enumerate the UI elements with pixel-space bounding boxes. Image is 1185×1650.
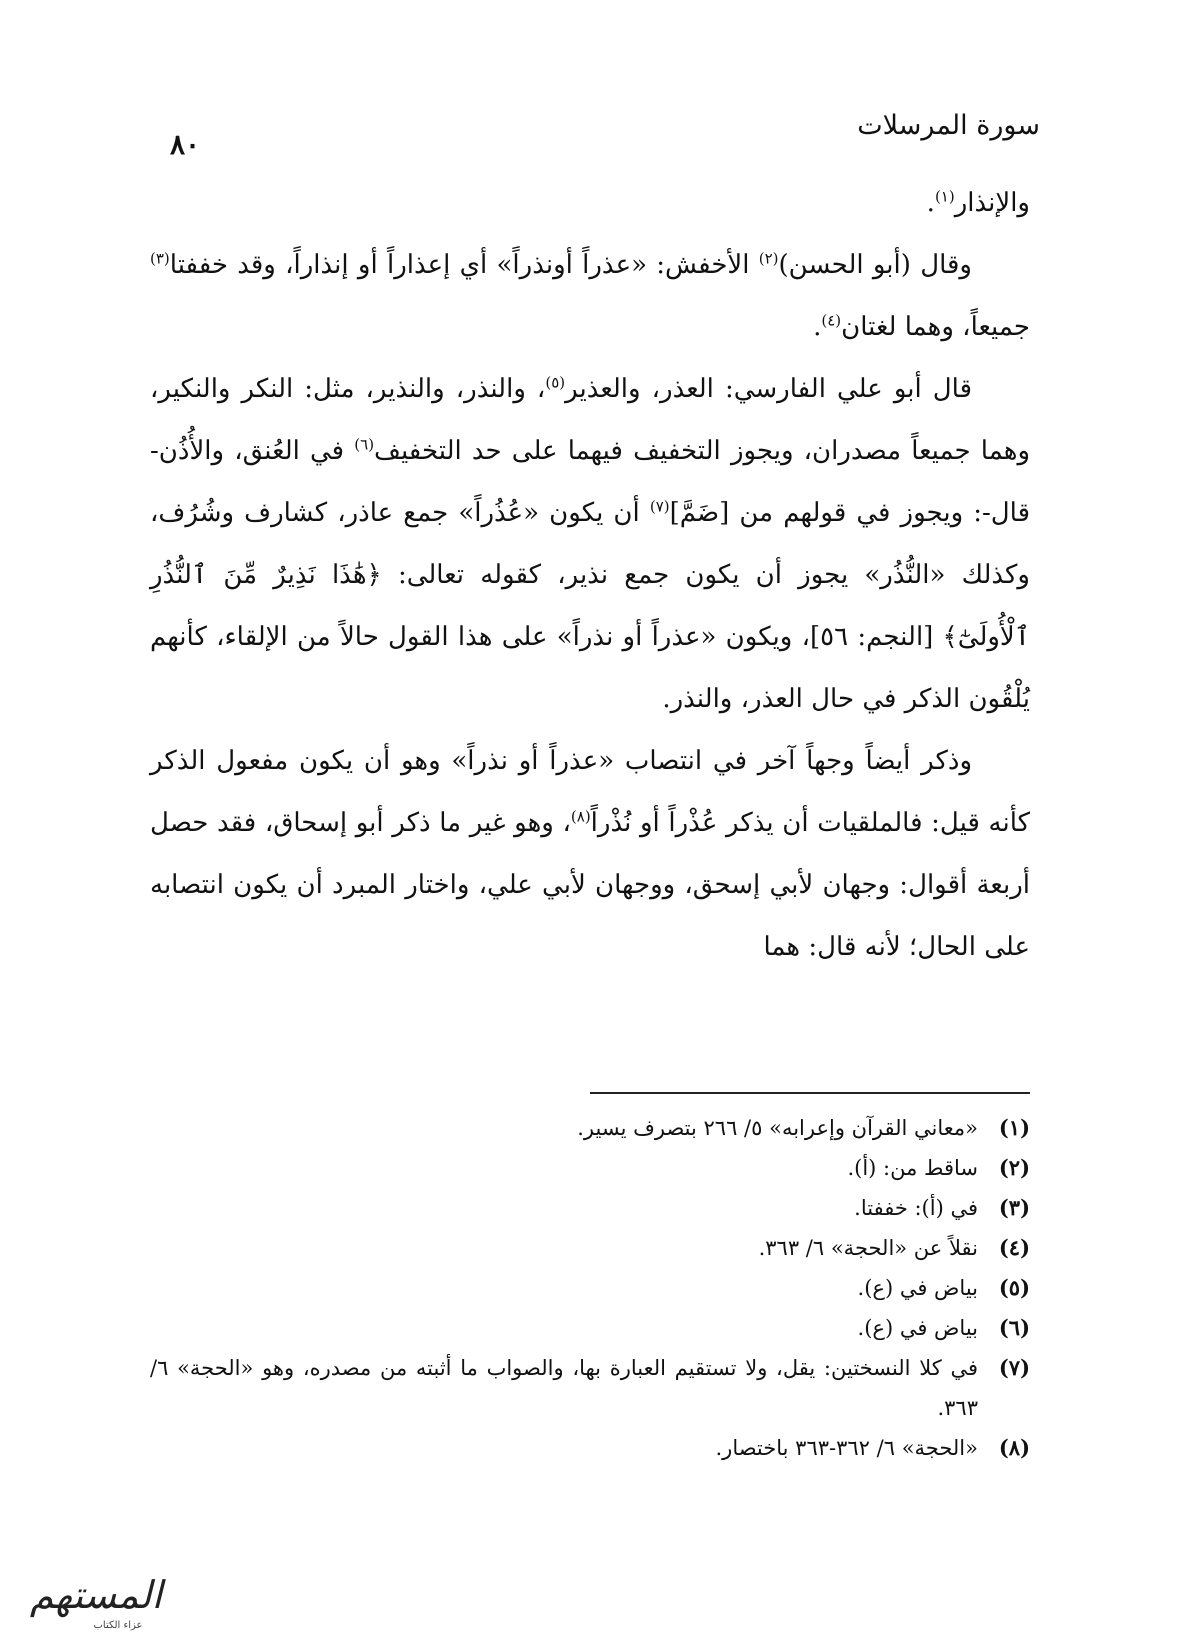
- footnote-item: [150, 1228, 1030, 1268]
- footnote-ref[interactable]: (٣): [150, 249, 170, 268]
- footnote-item: [150, 1348, 1030, 1428]
- footnote-number: (١): [998, 1115, 1030, 1140]
- paragraph: [150, 234, 1030, 358]
- footnote-item: [150, 1308, 1030, 1348]
- footnote-ref[interactable]: (٤): [821, 311, 842, 330]
- text-run: ، وهو غير ما ذكر أبو إسحاق، فقد حصل أربعة أقوال: وجهان لأبي إسحق، ووجهان لأبي علي، واختار المبرد أن يكون انتصابه على الحال؛ لأنه قال: هما: [150, 808, 1030, 962]
- footnote-item: [150, 1148, 1030, 1188]
- footnote-text: في كلا النسختين: يقل، ولا تستقيم العبارة بها، والصواب ما أثبته من مصدره، وهو «الحجة» ٦/ ٣٦٣.: [150, 1356, 978, 1420]
- footnote-ref[interactable]: (٦): [354, 435, 375, 454]
- footnote-item: [150, 1268, 1030, 1308]
- footnote-text: بياض في (ع).: [857, 1316, 978, 1340]
- text-run: جميعاً، وهما لغتان: [841, 312, 1030, 342]
- paragraph: [150, 358, 1030, 730]
- footnote-number: (٤): [998, 1235, 1030, 1260]
- paragraph: [150, 730, 1030, 978]
- surah-title: سورة المرسلات: [857, 110, 1040, 141]
- footnote-number: (٨): [998, 1435, 1030, 1460]
- svg-text:المستهم: المستهم: [29, 1573, 163, 1617]
- footnote-text: ساقط من: (أ).: [847, 1156, 978, 1180]
- footnote-item: [150, 1188, 1030, 1228]
- footnote-text: بياض في (ع).: [857, 1276, 978, 1300]
- paragraph: [150, 172, 1030, 234]
- text-run: وقال (أبو الحسن): [778, 250, 972, 280]
- footnote-number: (٥): [998, 1275, 1030, 1300]
- footnotes: [150, 1108, 1030, 1468]
- text-run: الأخفش: «عذراً أونذراً» أي إعذاراً أو إنذاراً، وقد خففتا: [169, 250, 759, 280]
- page-number: ٨٠: [170, 128, 201, 161]
- footnote-text: «معاني القرآن وإعرابه» ٥/ ٢٦٦ بتصرف يسير.: [577, 1116, 978, 1140]
- footnote-text: نقلاً عن «الحجة» ٦/ ٣٦٣.: [758, 1236, 978, 1260]
- footnote-number: (٣): [998, 1195, 1030, 1220]
- footnote-ref[interactable]: (١): [934, 187, 955, 206]
- text-run: قال أبو علي الفارسي: العذر، والعذير: [565, 374, 972, 404]
- footnote-ref[interactable]: (٢): [758, 249, 779, 268]
- text-run: وذكر أيضاً وجهاً آخر في انتصاب «عذراً أو نذراً» وهو أن يكون مفعول الذكر كأنه قيل: فالملقيات أن يذكر عُذْراً أو نُذْراً: [150, 746, 1030, 838]
- footnote-ref[interactable]: (٥): [545, 373, 566, 392]
- footnote-number: (٢): [998, 1155, 1030, 1180]
- svg-text:عزاء الكتاب: عزاء الكتاب: [93, 1620, 143, 1631]
- text-run: أن يكون «عُذُراً» جمع عاذر، كشارف وشُرُف، وكذلك «النُّذُر» يجوز أن يكون جمع نذير، كقوله تعالى: ﴿هَٰذَا نَذِيرٌ مِّنَ ٱلنُّذُرِ ٱلْأُولَىٰٓ﴾ [النجم: ٥٦]، ويكون «عذراً أو نذراً» على هذا القول حالاً من الإلقاء، كأنهم يُلْقُون الذكر في حال العذر، والنذر.: [150, 498, 1030, 714]
- text-run: .: [926, 188, 935, 218]
- main-text: [150, 172, 1030, 978]
- text-run: والإنذار: [954, 188, 1030, 218]
- footnote-text: «الحجة» ٦/ ٣٦٢-٣٦٣ باختصار.: [715, 1436, 978, 1460]
- text-run: .: [813, 312, 822, 342]
- text-run: ، والنذر، والنذير، مثل: النكر والنكير، وهما جميعاً مصدران، ويجوز التخفيف فيهما على حد التخفيف: [150, 374, 1031, 466]
- footnote-item: [150, 1108, 1030, 1148]
- text-run: في العُنق، والأُذُن- قال-: ويجوز في قولهم من [ضَمَّ]: [150, 436, 1031, 528]
- footnote-ref[interactable]: (٧): [649, 497, 670, 516]
- footnote-number: (٧): [998, 1355, 1030, 1380]
- footnote-item: [150, 1428, 1030, 1468]
- footnote-number: (٦): [998, 1315, 1030, 1340]
- footnote-text: في (أ): خففتا.: [854, 1196, 978, 1220]
- publisher-logo: [6, 1556, 186, 1636]
- running-header: [170, 110, 1040, 160]
- footnote-divider: [590, 1092, 1030, 1094]
- footnote-ref[interactable]: (٨): [570, 807, 591, 826]
